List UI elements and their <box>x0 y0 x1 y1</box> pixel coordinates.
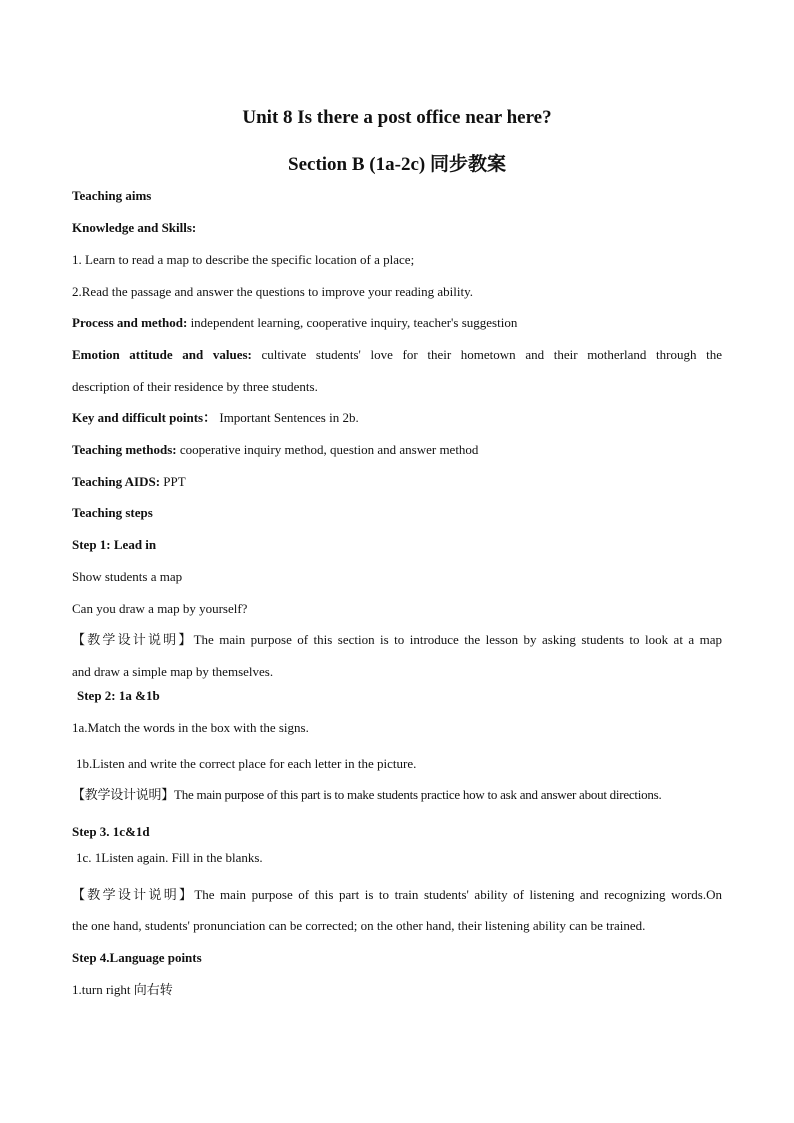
step3-note-line-1 <box>72 886 722 905</box>
methods-text: cooperative inquiry method, question and answer method <box>176 442 479 457</box>
methods-label: Teaching methods: <box>72 442 177 457</box>
page-title: Unit 8 Is there a post office near here? <box>242 107 552 128</box>
step4-line-1: 1.turn right 向右转 <box>72 982 173 997</box>
knowledge-label: Knowledge and Skills: <box>72 220 197 235</box>
step1-note-line-2: and draw a simple map by themselves. <box>72 664 274 679</box>
key-points-label: Key and difficult points： <box>72 410 217 425</box>
step2-line-1: 1a.Match the words in the box with the signs. <box>72 720 309 735</box>
teaching-steps-heading: Teaching steps <box>72 505 153 520</box>
step3-heading: Step 3. 1c&1d <box>72 824 150 839</box>
process-method-line <box>72 314 722 332</box>
emotion-text-2: description of their residence by three students. <box>72 379 318 394</box>
step2-line-2: 1b.Listen and write the correct place for each letter in the picture. <box>76 756 417 771</box>
key-points-line <box>72 409 722 427</box>
page-subtitle: Section B (1a-2c) 同步教案 <box>288 154 506 175</box>
emotion-line-1 <box>72 346 722 364</box>
step1-heading: Step 1: Lead in <box>72 537 157 552</box>
step2-note-text-1: The main purpose of this part is to make students practice how to ask and answer about directions. <box>174 787 662 802</box>
knowledge-item-1: 1. Learn to read a map to describe the specific location of a place; <box>72 252 415 267</box>
knowledge-item-2: 2.Read the passage and answer the questions to improve your reading ability. <box>72 284 473 299</box>
step1-note-text-1: The main purpose of this section is to introduce the lesson by asking students to look at a map <box>193 632 722 647</box>
step1-line-1: Show students a map <box>72 569 183 584</box>
step1-note-tag: 【教学设计说明】 <box>72 633 194 648</box>
process-text: independent learning, cooperative inquiry, teacher's suggestion <box>187 315 518 330</box>
step2-note-line-1 <box>72 786 722 805</box>
key-points-text: Important Sentences in 2b. <box>216 410 359 425</box>
step3-note-line-2: the one hand, students' pronunciation can be corrected; on the other hand, their listening ability can be trained. <box>72 918 646 933</box>
step3-line-1: 1c. 1Listen again. Fill in the blanks. <box>76 850 263 865</box>
step2-heading: Step 2: 1a &1b <box>77 688 160 703</box>
step4-heading: Step 4.Language points <box>72 950 202 965</box>
step3-note-text-1: The main purpose of this part is to train students' ability of listening and recognizing words.On <box>194 887 722 902</box>
aids-label: Teaching AIDS: <box>72 474 161 489</box>
emotion-label: Emotion attitude and values: <box>72 347 252 362</box>
step3-note-tag: 【教学设计说明】 <box>72 888 195 903</box>
methods-line <box>72 441 722 459</box>
process-label: Process and method: <box>72 315 188 330</box>
step1-note-line-1 <box>72 631 722 650</box>
teaching-aims-heading: Teaching aims <box>72 188 152 203</box>
step1-line-2: Can you draw a map by yourself? <box>72 601 248 616</box>
aids-text: PPT <box>160 474 186 489</box>
emotion-text-1: cultivate students' love for their hometown and their motherland through the <box>251 347 723 362</box>
step2-note-tag: 【教学设计说明】 <box>72 788 175 803</box>
aids-line <box>72 473 722 491</box>
